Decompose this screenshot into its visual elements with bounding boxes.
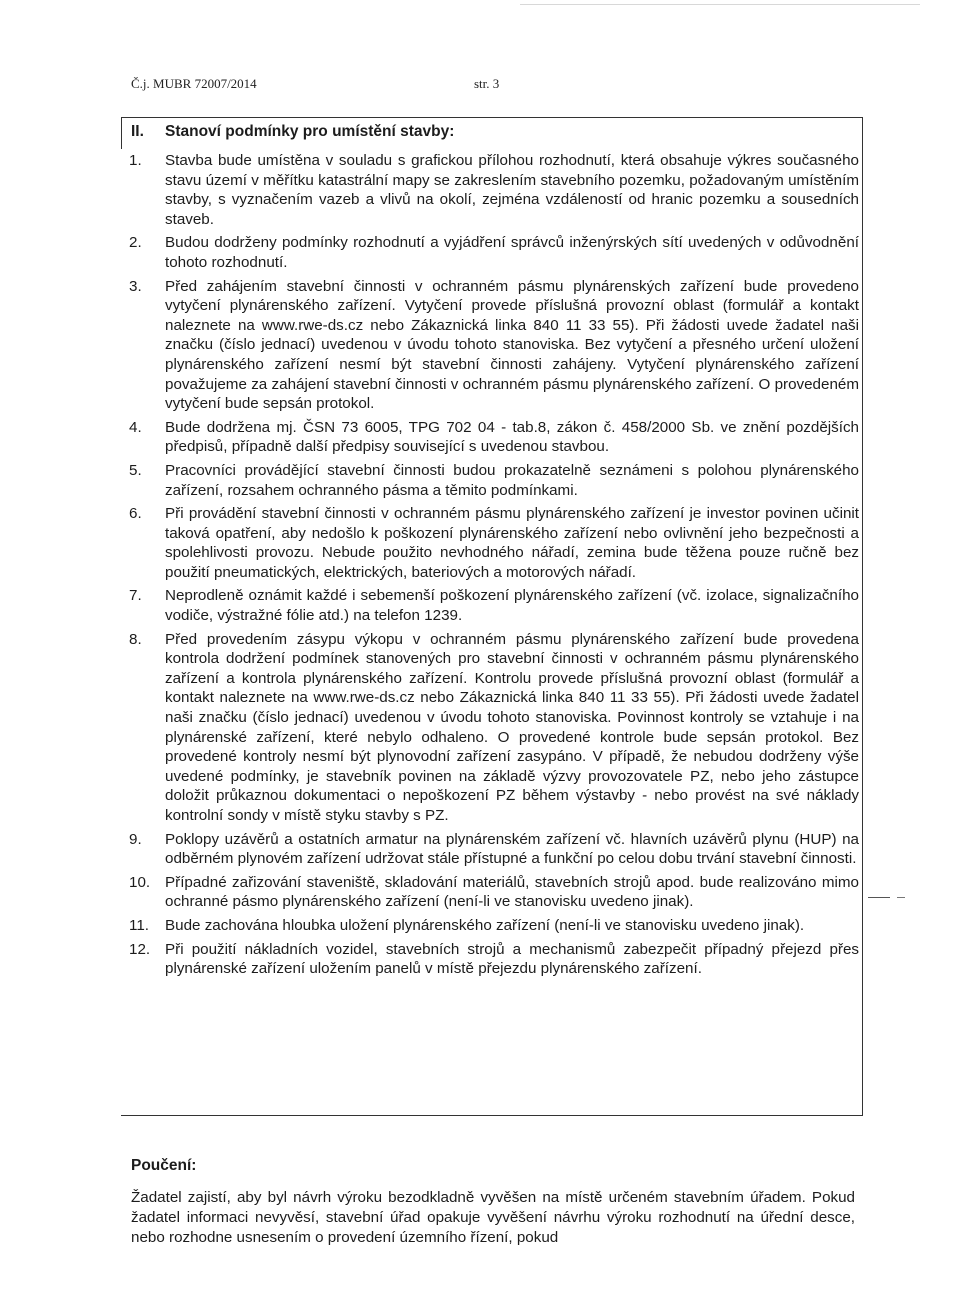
condition-number: 2. <box>129 234 142 252</box>
condition-text: Budou dodrženy podmínky rozhodnutí a vyjádření správců inženýrských sítí uvedených v odůvodnění tohoto rozhodnutí. <box>165 234 859 271</box>
condition-text: Při provádění stavební činnosti v ochranném pásmu plynárenského zařízení je investor povinen učinit taková opatření, aby nedošlo k poškození plynárenského zařízení nebo ovlivnění jeho bezpečnosti a spolehlivosti provozu. Nebude použito nevhodného nářadí, zemina bude těžena pouze ručně bez použití pneumatických, elektrických, bateriových a motorových nářadí. <box>165 505 859 581</box>
page-number: str. 3 <box>474 76 500 91</box>
section-heading <box>131 123 454 141</box>
condition-number: 8. <box>129 630 142 648</box>
condition-number: 11. <box>129 916 149 934</box>
condition-item-1 <box>129 151 859 229</box>
scan-edge-line <box>520 4 920 5</box>
condition-number: 12. <box>129 940 151 958</box>
condition-item-3 <box>129 277 859 414</box>
condition-number: 7. <box>129 587 142 605</box>
condition-number: 3. <box>129 277 142 295</box>
margin-mark <box>897 897 905 898</box>
margin-mark <box>868 897 890 898</box>
condition-number: 5. <box>129 461 142 479</box>
condition-number: 4. <box>129 418 142 436</box>
instruction-heading: Poučení: <box>131 1157 197 1174</box>
conditions-list <box>129 151 859 979</box>
condition-text: Bude zachována hloubka uložení plynárenského zařízení (není-li ve stanovisku uvedeno jinak). <box>165 916 805 934</box>
document-reference: Č.j. MUBR 72007/2014 <box>131 76 257 91</box>
condition-text: Pracovníci provádějící stavební činnosti budou prokazatelně seznámeni s polohou plynárenského zařízení, rozsahem ochranného pásma a těmito podmínkami. <box>165 461 859 499</box>
condition-item-12 <box>129 940 859 979</box>
instruction-text: Žadatel zajistí, aby byl návrh výroku bezodkladně vyvěšen na místě určeném stavebním úřadem. Pokud žadatel informaci nevyvěsí, stavební úřad opakuje vyvěšení návrhu výroku rozhodnutí na úřední desce, nebo rozhodne usnesením o provedení územního řízení, pokud <box>131 1189 855 1246</box>
condition-item-10 <box>129 873 859 912</box>
condition-number: 6. <box>129 505 142 523</box>
section-title: Stanoví podmínky pro umístění stavby: <box>165 123 455 140</box>
section-number: II. <box>131 123 144 140</box>
condition-number: 10. <box>129 873 151 891</box>
condition-item-5 <box>129 461 859 500</box>
condition-item-8 <box>129 630 859 826</box>
condition-number: 1. <box>129 152 142 169</box>
conditions-box-left-edge <box>121 117 122 149</box>
condition-text: Před provedením zásypu výkopu v ochranném pásmu plynárenského zařízení bude provedena kontrola dodržení podmínek stanovených pro stavební činnosti v ochranném pásmu plynárenského zařízení a kontrola plynárenského zařízení. Kontrolu provede příslušná provozní oblast (formulář a kontakt naleznete na www.rwe-ds.cz nebo Zákaznická linka 840 11 33 55). Při žádosti uvede žadatel naši značku (číslo jednací) uvedenou v úvodu tohoto stanoviska. Povinnost kontroly se vztahuje i na plynárenské zařízení, které nebylo odhaleno. O provedené kontrole bude sepsán protokol. Bez provedené kontroly nesmí být plynovodní zařízení zasypáno. V případě, že nebudou dodrženy výše uvedené podmínky, je stavebník povinen na základě výzvy provozovatele PZ, nebo jeho zástupce doložit průkaznou dokumentaci o nepoškození PZ během výstavby - nebo provést na své náklady kontrolní sondy v místě styku stavby s PZ. <box>165 630 859 824</box>
condition-item-6 <box>129 504 859 582</box>
condition-item-4 <box>129 418 859 457</box>
condition-text: Před zahájením stavební činnosti v ochranném pásmu plynárenských zařízení bude provedeno vytyčení plynárenského zařízení. Vytyčení provede příslušná provozní oblast (formulář a kontakt naleznete na www.rwe-ds.cz nebo Zákaznická linka 840 11 33 55). Při žádosti uvede žadatel naši značku (číslo jednací) uvedenou v úvodu tohoto stanoviska. Bez vytyčení a přesného určení uložení plynárenského zařízení nesmí být stavební činnosti zahájeny. Vytyčení plynárenského zařízení považujeme za zahájení stavební činnosti v ochranném pásmu plynárenského zařízení. O provedeném vytyčení bude sepsán protokol. <box>165 277 859 413</box>
condition-number: 9. <box>129 830 142 848</box>
condition-text: Neprodleně oznámit každé i sebemenší poškození plynárenského zařízení (vč. izolace, signalizačního vodiče, výstražné fólie atd.) na telefon 1239. <box>165 587 859 625</box>
condition-item-11 <box>129 916 859 936</box>
condition-text: Stavba bude umístěna v souladu s grafickou přílohou rozhodnutí, která obsahuje výkres současného stavu území v měřítku katastrální mapy se zakreslením stavebního pozemku, požadovaným umístěním stavby, s vyznačením vazeb a vlivů na okolí, zejména vzdáleností od hranic pozemku a sousedních staveb. <box>165 152 859 228</box>
condition-item-7 <box>129 586 859 625</box>
condition-text: Při použití nákladních vozidel, stavebních strojů a mechanismů zabezpečit případný přejezd přes plynárenské zařízení uložením panelů v místě přejezdu plynárenského zařízení. <box>165 940 859 978</box>
condition-text: Poklopy uzávěrů a ostatních armatur na plynárenském zařízení vč. hlavních uzávěrů plynu (HUP) na odběrném plynovém zařízení udržovat stále přístupné a funkční po celou dobu trvání stavební činnosti. <box>165 830 859 868</box>
condition-text: Případné zařizování staveniště, skladování materiálů, stavebních strojů apod. bude realizováno mimo ochranné pásmo plynárenského zařízení (není-li ve stanovisku uvedeno jinak). <box>165 873 859 911</box>
condition-item-2 <box>129 233 859 272</box>
condition-text: Bude dodržena mj. ČSN 73 6005, TPG 702 04 - tab.8, zákon č. 458/2000 Sb. ve znění pozdějších předpisů, případně další předpisy související s uvedenou stavbou. <box>165 418 859 456</box>
condition-item-9 <box>129 830 859 869</box>
